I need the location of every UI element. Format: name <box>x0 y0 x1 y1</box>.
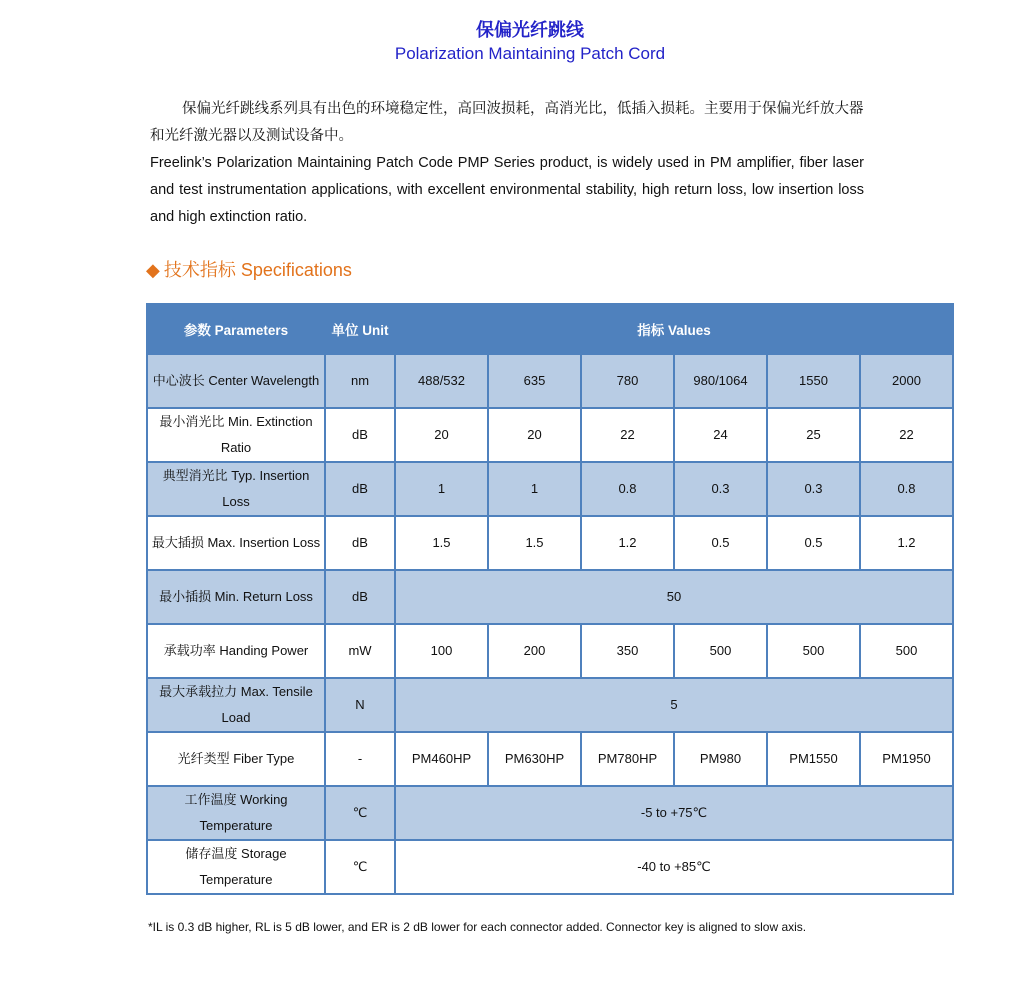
value-cell: 0.8 <box>860 462 953 516</box>
unit-cell: nm <box>325 354 395 408</box>
unit-cell: dB <box>325 516 395 570</box>
unit-cell: dB <box>325 408 395 462</box>
value-cell: PM980 <box>674 732 767 786</box>
value-cell: 22 <box>860 408 953 462</box>
unit-cell: ℃ <box>325 786 395 840</box>
value-cell: 0.8 <box>581 462 674 516</box>
value-cell: 500 <box>860 624 953 678</box>
diamond-icon: ◆ <box>146 260 160 280</box>
unit-cell: dB <box>325 570 395 624</box>
unit-cell: mW <box>325 624 395 678</box>
value-cell: 25 <box>767 408 860 462</box>
value-cell: 2000 <box>860 354 953 408</box>
param-cell: 最小插损 Min. Return Loss <box>147 570 325 624</box>
value-cell: 0.5 <box>674 516 767 570</box>
unit-cell: - <box>325 732 395 786</box>
value-cell: PM630HP <box>488 732 581 786</box>
value-cell: 500 <box>767 624 860 678</box>
value-cell: -40 to +85℃ <box>395 840 953 894</box>
value-cell: 5 <box>395 678 953 732</box>
value-cell: 22 <box>581 408 674 462</box>
table-row <box>147 408 953 462</box>
intro <box>150 96 864 231</box>
page-title-en: Polarization Maintaining Patch Cord <box>394 44 666 63</box>
param-cell: 典型消光比 Typ. Insertion Loss <box>147 462 325 516</box>
spec-table <box>146 303 954 895</box>
param-cell: 承载功率 Handing Power <box>147 624 325 678</box>
table-row <box>147 624 953 678</box>
value-cell: 20 <box>488 408 581 462</box>
value-cell: 350 <box>581 624 674 678</box>
unit-cell: dB <box>325 462 395 516</box>
param-cell: 光纤类型 Fiber Type <box>147 732 325 786</box>
header-parameters: 参数 Parameters <box>147 304 325 354</box>
table-header-row <box>147 304 953 354</box>
value-cell: 635 <box>488 354 581 408</box>
param-cell: 最大承载拉力 Max. Tensile Load <box>147 678 325 732</box>
param-cell: 储存温度 Storage Temperature <box>147 840 325 894</box>
value-cell: 488/532 <box>395 354 488 408</box>
table-row <box>147 570 953 624</box>
value-cell: 0.3 <box>767 462 860 516</box>
param-cell: 最小消光比 Min. Extinction Ratio <box>147 408 325 462</box>
table-row <box>147 678 953 732</box>
table-row <box>147 840 953 894</box>
intro-cn: 保偏光纤跳线系列具有出色的环境稳定性，高回波损耗，高消光比，低插入损耗。主要用于保偏光纤放大器和光纤激光器以及测试设备中。 <box>150 101 864 144</box>
value-cell: PM780HP <box>581 732 674 786</box>
value-cell: 20 <box>395 408 488 462</box>
table-row <box>147 354 953 408</box>
value-cell: 0.3 <box>674 462 767 516</box>
value-cell: 780 <box>581 354 674 408</box>
param-cell: 最大插损 Max. Insertion Loss <box>147 516 325 570</box>
table-row <box>147 732 953 786</box>
value-cell: PM460HP <box>395 732 488 786</box>
table-row <box>147 516 953 570</box>
value-cell: 1.5 <box>488 516 581 570</box>
intro-en: Freelink’s Polarization Maintaining Patch Code PMP Series product, is widely used in PM amplifier, fiber laser and test instrumentation applications, with excellent environmental stability, high return loss, low insertion loss and high extinction ratio. <box>150 155 864 225</box>
value-cell: 50 <box>395 570 953 624</box>
value-cell: PM1950 <box>860 732 953 786</box>
value-cell: 1.5 <box>395 516 488 570</box>
section-title: 技术指标 Specifications <box>163 260 352 280</box>
footnote: *IL is 0.3 dB higher, RL is 5 dB lower, and ER is 2 dB lower for each connector added. Connector key is aligned to slow axis. <box>148 920 807 934</box>
value-cell: 1.2 <box>860 516 953 570</box>
section-heading <box>146 256 352 282</box>
unit-cell: ℃ <box>325 840 395 894</box>
value-cell: PM1550 <box>767 732 860 786</box>
page-title-cn: 保偏光纤跳线 <box>476 20 584 40</box>
value-cell: 500 <box>674 624 767 678</box>
unit-cell: N <box>325 678 395 732</box>
value-cell: 1 <box>488 462 581 516</box>
value-cell: 1 <box>395 462 488 516</box>
value-cell: 1.2 <box>581 516 674 570</box>
param-cell: 工作温度 Working Temperature <box>147 786 325 840</box>
table-row <box>147 786 953 840</box>
table-row <box>147 462 953 516</box>
value-cell: 980/1064 <box>674 354 767 408</box>
header-values: 指标 Values <box>395 304 953 354</box>
value-cell: 200 <box>488 624 581 678</box>
value-cell: 0.5 <box>767 516 860 570</box>
param-cell: 中心波长 Center Wavelength <box>147 354 325 408</box>
value-cell: -5 to +75℃ <box>395 786 953 840</box>
value-cell: 24 <box>674 408 767 462</box>
header-unit: 单位 Unit <box>325 304 395 354</box>
value-cell: 100 <box>395 624 488 678</box>
value-cell: 1550 <box>767 354 860 408</box>
